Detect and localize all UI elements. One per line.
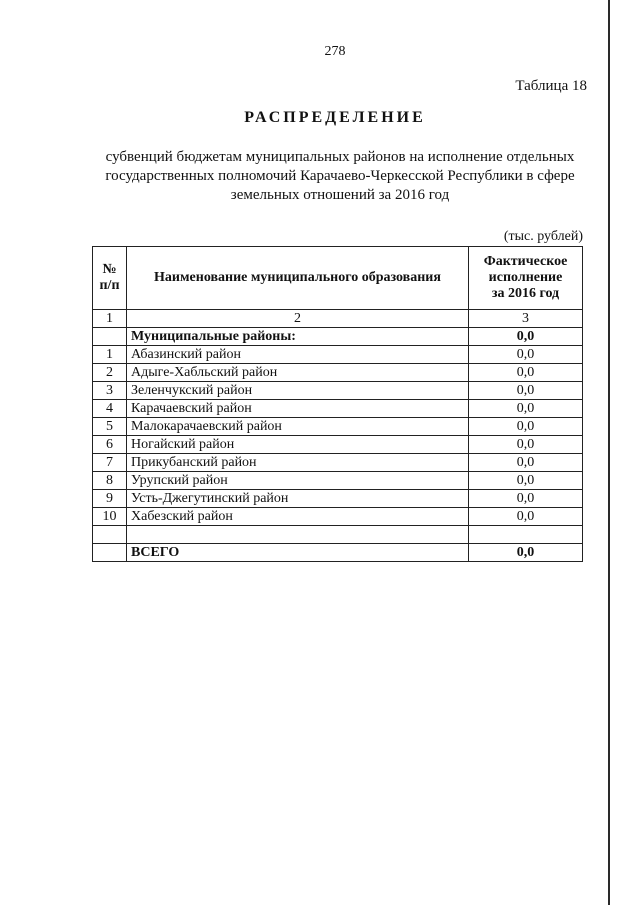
row-num: 9 [93, 490, 127, 508]
group-num [93, 328, 127, 346]
row-name: Хабезский район [127, 508, 469, 526]
row-num: 3 [93, 382, 127, 400]
table-row [93, 472, 583, 490]
row-num: 8 [93, 472, 127, 490]
header-value: Фактическое исполнение за 2016 год [469, 247, 583, 310]
row-name: Адыге-Хабльский район [127, 364, 469, 382]
row-value: 0,0 [469, 400, 583, 418]
table-row [93, 346, 583, 364]
row-num: 10 [93, 508, 127, 526]
units-label: (тыс. рублей) [503, 229, 583, 244]
total-num [93, 544, 127, 562]
total-label: ВСЕГО [127, 544, 469, 562]
row-value: 0,0 [469, 382, 583, 400]
row-name: Абазинский район [127, 346, 469, 364]
header-name: Наименование муниципального образования [127, 247, 469, 310]
blank-cell [469, 526, 583, 544]
page-edge-line [608, 0, 610, 905]
row-value: 0,0 [469, 508, 583, 526]
column-number: 1 [93, 310, 127, 328]
row-num: 1 [93, 346, 127, 364]
row-num: 2 [93, 364, 127, 382]
table-row [93, 382, 583, 400]
total-value: 0,0 [469, 544, 583, 562]
column-number: 2 [127, 310, 469, 328]
blank-cell [93, 526, 127, 544]
table-row [93, 400, 583, 418]
row-value: 0,0 [469, 454, 583, 472]
row-name: Карачаевский район [127, 400, 469, 418]
group-row [93, 328, 583, 346]
column-number: 3 [469, 310, 583, 328]
row-value: 0,0 [469, 364, 583, 382]
blank-row [93, 526, 583, 544]
table-row [93, 508, 583, 526]
row-num: 6 [93, 436, 127, 454]
total-row [93, 544, 583, 562]
table-row [93, 364, 583, 382]
table-header-row [93, 247, 583, 310]
blank-cell [127, 526, 469, 544]
group-name: Муниципальные районы: [127, 328, 469, 346]
table-row [93, 490, 583, 508]
row-name: Малокарачаевский район [127, 418, 469, 436]
table-row [93, 436, 583, 454]
page-number: 278 [324, 44, 346, 59]
row-num: 4 [93, 400, 127, 418]
row-value: 0,0 [469, 346, 583, 364]
table-label: Таблица 18 [515, 78, 587, 94]
document-subtitle: субвенций бюджетам муниципальных районов на исполнение отдельных государственных полномочий Карачаево-Черкесской Республики в сфере земельных отношений за 2016 год [105, 149, 575, 203]
column-number-row [93, 310, 583, 328]
table-row [93, 418, 583, 436]
row-num: 5 [93, 418, 127, 436]
distribution-table [92, 246, 583, 562]
group-value: 0,0 [469, 328, 583, 346]
row-value: 0,0 [469, 418, 583, 436]
row-name: Ногайский район [127, 436, 469, 454]
row-name: Прикубанский район [127, 454, 469, 472]
header-num: № п/п [93, 247, 127, 310]
row-num: 7 [93, 454, 127, 472]
row-name: Зеленчукский район [127, 382, 469, 400]
row-value: 0,0 [469, 490, 583, 508]
row-value: 0,0 [469, 436, 583, 454]
row-name: Усть-Джегутинский район [127, 490, 469, 508]
row-name: Урупский район [127, 472, 469, 490]
document-heading: РАСПРЕДЕЛЕНИЕ [244, 109, 426, 126]
table-row [93, 454, 583, 472]
row-value: 0,0 [469, 472, 583, 490]
